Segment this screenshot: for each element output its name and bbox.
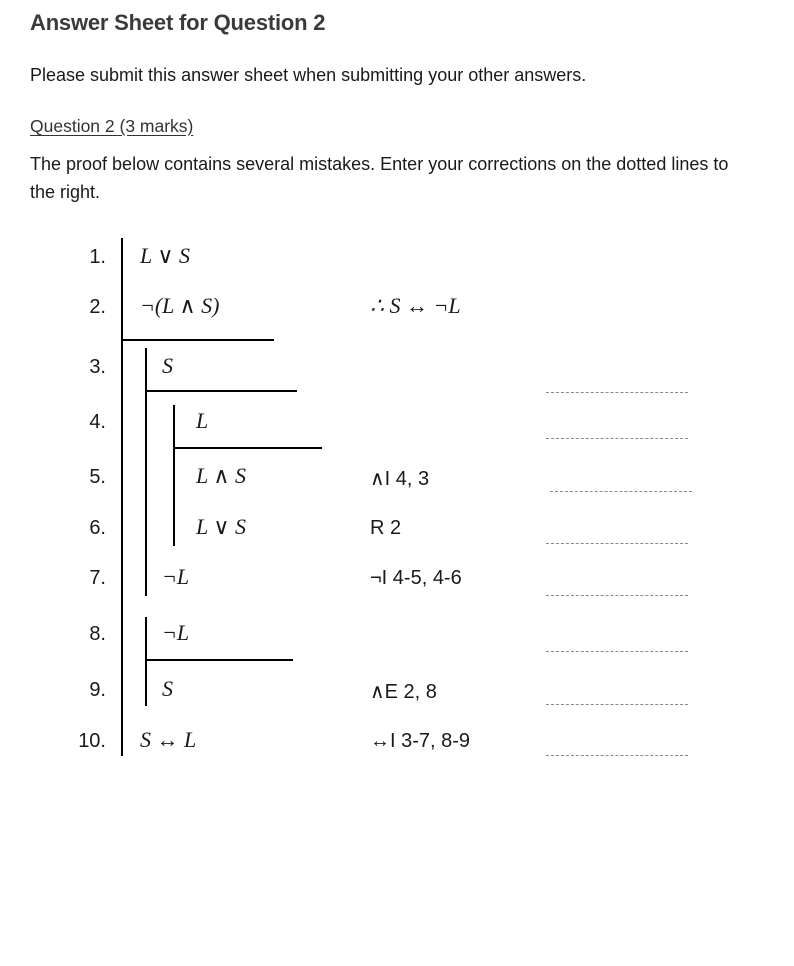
line-number-3: 3.	[89, 356, 106, 378]
line-number-6: 6.	[89, 517, 106, 539]
formula-5: L ∧ S	[196, 463, 246, 488]
answer-line-8[interactable]	[546, 651, 688, 652]
subproof-4-assumption-bar	[173, 447, 322, 449]
answer-line-3[interactable]	[546, 392, 688, 393]
answer-line-4[interactable]	[546, 438, 688, 439]
conclusion: ∴ S ↔ ¬L	[370, 293, 461, 318]
question-description: The proof below contains several mistakes. Enter your corrections on the dotted lines to the right.	[30, 154, 729, 202]
line-number-4: 4.	[89, 411, 106, 433]
subproof-8-assumption-bar	[145, 659, 293, 661]
line-number-7: 7.	[89, 567, 106, 589]
answer-line-6[interactable]	[546, 543, 688, 544]
formula-4: L	[196, 408, 209, 433]
justification-9: ∧E 2, 8	[370, 681, 437, 703]
page-title: Answer Sheet for Question 2	[30, 10, 326, 35]
formula-2: ¬(L ∧ S)	[140, 293, 220, 318]
subproof-3-scope-line	[145, 348, 147, 596]
formula-7: ¬L	[162, 564, 190, 589]
formula-1: L ∨ S	[140, 243, 190, 268]
line-number-2: 2.	[89, 296, 106, 318]
line-number-9: 9.	[89, 679, 106, 701]
line-number-10: 10.	[78, 730, 106, 752]
line-number-8: 8.	[89, 623, 106, 645]
premise-bar	[121, 339, 274, 341]
formula-3: S	[162, 353, 173, 378]
justification-10: ↔I 3-7, 8-9	[370, 730, 471, 752]
answer-line-9[interactable]	[546, 704, 688, 705]
formula-10: S ↔ L	[140, 727, 197, 752]
formula-9: S	[162, 676, 173, 701]
line-number-5: 5.	[89, 466, 106, 488]
answer-line-5[interactable]	[550, 491, 692, 492]
main-scope-line	[121, 238, 123, 756]
line-number-1: 1.	[89, 246, 106, 268]
intro-text: Please submit this answer sheet when submitting your other answers.	[30, 65, 587, 85]
subproof-8-scope-line	[145, 617, 147, 706]
justification-7: ¬I 4-5, 4-6	[370, 567, 462, 589]
subproof-4-scope-line	[173, 405, 175, 546]
formula-6: L ∨ S	[196, 514, 246, 539]
formula-8: ¬L	[162, 620, 190, 645]
question-heading: Question 2 (3 marks)	[30, 116, 194, 136]
justification-6: R 2	[370, 517, 402, 539]
answer-line-7[interactable]	[546, 595, 688, 596]
answer-line-10[interactable]	[546, 755, 688, 756]
subproof-3-assumption-bar	[145, 390, 297, 392]
justification-5: ∧I 4, 3	[370, 468, 430, 490]
